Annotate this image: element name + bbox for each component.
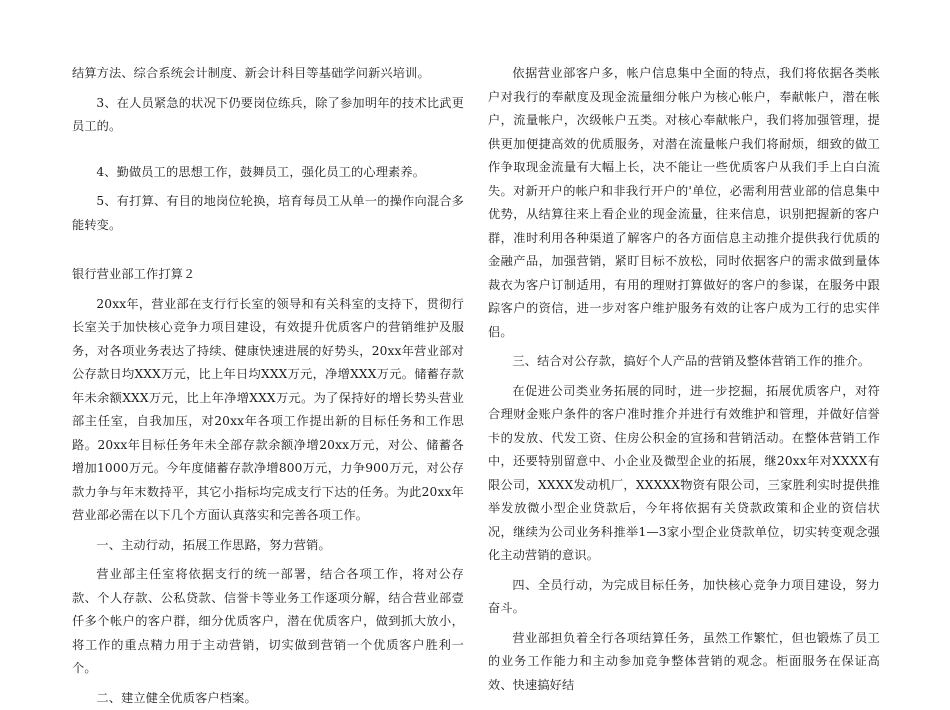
paragraph-marketing-plan: 营业部主任室将依据支行的统一部署，结合各项工作，将对公存款、个人存款、公私贷款、信誉卡等业务工作逐项分解，结合营业部壹仟多个帐户的客户群，细分优质客户，潜在优质客户，做到抓大放小，将工作的重点精力用于主动营销，切实做到营销一个优质客户胜利一个。 (72, 563, 464, 681)
right-column (488, 62, 880, 697)
paragraph-annual-overview: 20xx年，营业部在支行行长室的领导和有关科室的支持下，贯彻行长室关于加快核心竞争力项目建设，有效提升优质客户的营销维护及服务，对各项业务表达了持续、健康快速进展的好势头，20xx年营业部对公存款日均XXX万元，比上年日均XXX万元，净增XXX万元。储蓄存款年未余额XXX万元，比上年净增XXX万元。为了保持好的增长势头营业部主任室，自我加压，对20xx年各项工作提出新的目标任务和工作思路。20xx年目标任务年未全部存款余额净增20xx万元，对公、储蓄各增加1000万元。今年度储蓄存款净增800万元，力争900万元，对公存款力争与年末数持平，其它小指标均完成支行下达的任务。为此20xx年营业部必需在以下几个方面认真落实和完善各项工作。 (72, 293, 464, 528)
heading-section-2: 二、建立健全优质客户档案。 (72, 687, 464, 710)
heading-section-1: 一、主动行动，拓展工作思路，努力营销。 (72, 534, 464, 558)
paragraph-settlement-tasks: 营业部担负着全行各项结算任务，虽然工作繁忙，但也锻炼了员工的业务工作能力和主动参加竞争整体营销的观念。柜面服务在保证高效、快速搞好结 (488, 627, 880, 698)
paragraph-training-methods: 结算方法、综合系统会计制度、新会计科目等基础学问新兴培训。 (72, 62, 464, 86)
paragraph-item-3: 3、在人员紧急的状况下仍要岗位练兵，除了参加明年的技术比武更员工的。 (72, 92, 464, 139)
paragraph-customer-accounts: 依据营业部客户多，帐户信息集中全面的特点，我们将依据各类帐户对我行的奉献度及现金流量细分帐户为核心帐户，奉献帐户，潜在帐户，流量帐户，次级帐户五类。对核心奉献帐户，我们将加强管理，提供更加便捷高效的优质服务，对潜在流量帐户我们将耐烦，细致的做工作争取现金流量有大幅上长，决不能让一些优质客户从我们手上白白流失。对新开户的帐户和非我行开户的'单位，必需利用营业部的信息集中优势，从结算往来上看企业的现金流量，往来信息，识别把握新的客户群，准时利用各种渠道了解客户的各方面信息主动推介提供我行优质的金融产品，加强营销，紧盯目标不放松，同时依据客户的需求做到量体裁衣为客户订制适用，有用的理财打算做好的客户的参谋，在服务中跟踪客户的资信，进一步对客户维护服务有效的让客户成为工行的忠实伴侣。 (488, 62, 880, 344)
heading-section-3: 三、结合对公存款，搞好个人产品的营销及整体营销工作的推介。 (488, 350, 880, 374)
heading-section-4: 四、全员行动，为完成目标任务，加快核心竞争力项目建设，努力奋斗。 (488, 574, 880, 621)
left-column (72, 62, 464, 710)
paragraph-item-4: 4、勤做员工的思想工作，鼓舞员工，强化员工的心理素养。 (72, 161, 464, 185)
section-title: 银行营业部工作打算２ (72, 263, 464, 287)
paragraph-corporate-business: 在促进公司类业务拓展的同时，进一步挖掘，拓展优质客户，对符合理财金账户条件的客户准时推介并进行有效维护和管理，并做好信誉卡的发放、代发工资、住房公积金的宣扬和营销活动。在整体营销工作中，还要特别留意中、小企业及微型企业的拓展，继20xx年对XXXX有限公司，XXXX发动机厂，XXXXX物资有限公司，三家胜利实时提供推举发放微小型企业贷款后，今年将依据有关贷款政策和企业的资信状况，继续为公司业务科推举1—3家小型企业贷款单位，切实转变观念强化主动营销的意识。 (488, 380, 880, 568)
paragraph-item-5: 5、有打算、有目的地岗位轮换，培育每员工从单一的操作向混合多能转变。 (72, 190, 464, 237)
